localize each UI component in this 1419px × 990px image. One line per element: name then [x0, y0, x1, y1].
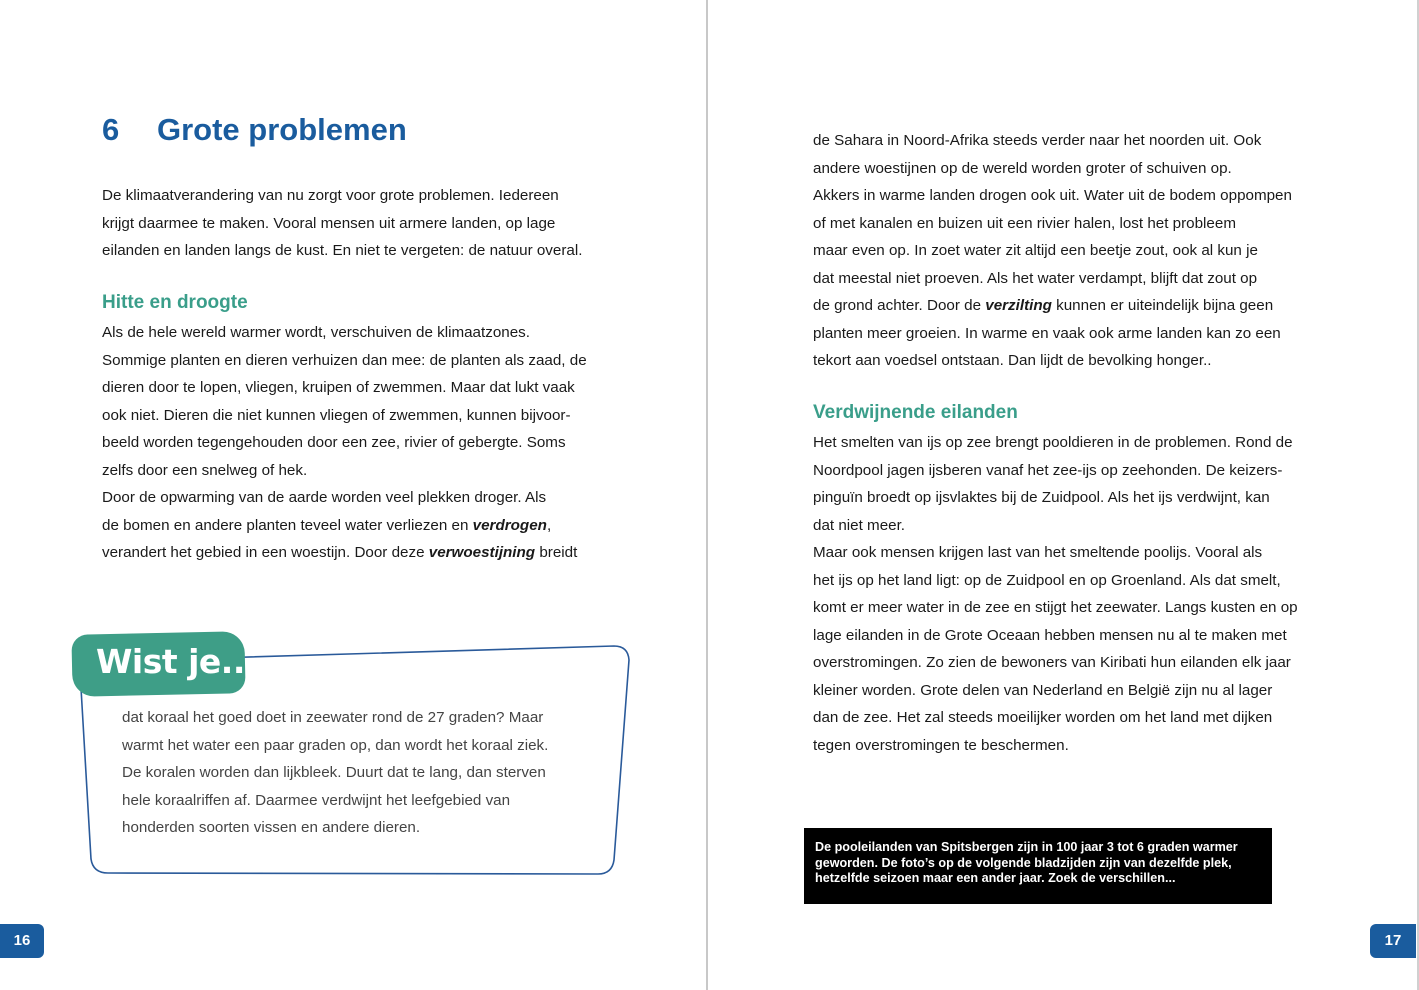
caption-line: De pooleilanden van Spitsbergen zijn in 100 jaar 3 tot 6 graden warmer — [815, 840, 1238, 854]
text-run: kunnen er uiteindelijk bijna geen — [1051, 297, 1274, 314]
text-line: het ijs op het land ligt: op de Zuidpool en op Groenland. Als dat smelt, — [813, 571, 1281, 589]
text-line: warmt het water een paar graden op, dan wordt het koraal ziek. — [122, 736, 549, 754]
page-number-left: 16 — [0, 924, 44, 958]
text-line: kleiner worden. Grote delen van Nederland en België zijn nu al lager — [813, 681, 1273, 699]
text-line: dat koraal het goed doet in zeewater rond de 27 graden? Maar — [122, 709, 544, 726]
text-line: dieren door te lopen, vliegen, kruipen of zwemmen. Maar dat lukt vaak — [102, 379, 575, 396]
text-line — [813, 292, 1292, 320]
term-verdrogen: verdrogen — [472, 516, 547, 534]
section-heading-eilanden: Verdwijnende eilanden — [813, 402, 1018, 423]
text-run: , — [546, 516, 552, 534]
text-line: De klimaatverandering van nu zorgt voor grote problemen. Iedereen — [102, 187, 559, 204]
section-eilanden-text — [813, 429, 1298, 759]
caption-line: hetzelfde seizoen maar een ander jaar. Zoek de verschillen... — [815, 871, 1176, 885]
text-line: lage eilanden in de Grote Oceaan hebben mensen nu al te maken met — [813, 626, 1287, 644]
text-line — [102, 539, 587, 567]
text-line — [102, 512, 587, 540]
text-line: planten meer groeien. In warme en vaak ook arme landen kan zo een — [813, 324, 1281, 342]
caption-line: geworden. De foto’s op de volgende bladzijden zijn van dezelfde plek, — [815, 855, 1232, 870]
text-run: de grond achter. Door de — [813, 297, 986, 314]
continuation-text — [813, 127, 1292, 375]
chapter-title — [102, 112, 407, 148]
text-line: dat meestal niet proeven. Als het water verdampt, blijft dat zout op — [813, 269, 1258, 287]
text-line: Noordpool jagen ijsberen vanaf het zee-ijs op zeehonden. De keizers- — [813, 461, 1283, 479]
text-line: de Sahara in Noord-Afrika steeds verder naar het noorden uit. Ook — [813, 132, 1262, 149]
photo-caption — [804, 828, 1272, 904]
chapter-title-text: Grote problemen — [157, 112, 407, 147]
text-run: verandert het gebied in een woestijn. Door deze — [102, 544, 429, 561]
term-verzilting: verzilting — [985, 297, 1052, 314]
intro-paragraph — [102, 182, 582, 265]
text-line: tekort aan voedsel ontstaan. Dan lijdt de bevolking honger.. — [813, 352, 1212, 369]
text-line: Door de opwarming van de aarde worden veel plekken droger. Als — [102, 489, 547, 506]
text-line: andere woestijnen op de wereld worden groter of schuiven op. — [813, 159, 1232, 177]
text-line: komt er meer water in de zee en stijgt het zeewater. Langs kusten en op — [813, 599, 1298, 616]
text-line: krijgt daarmee te maken. Vooral mensen uit armere landen, op lage — [102, 214, 556, 232]
text-line: Akkers in warme landen drogen ook uit. Water uit de bodem oppompen — [813, 187, 1292, 204]
text-line: of met kanalen en buizen uit een rivier halen, lost het probleem — [813, 214, 1236, 232]
text-line: Het smelten van ijs op zee brengt pooldieren in de problemen. Rond de — [813, 434, 1293, 451]
text-line: ook niet. Dieren die niet kunnen vliegen of zwemmen, kunnen bijvoor- — [102, 406, 571, 424]
section-hitte-text — [102, 319, 587, 567]
text-line: De koralen worden dan lijkbleek. Duurt dat te lang, dan sterven — [122, 764, 546, 781]
text-line: overstromingen. Zo zien de bewoners van Kiribati hun eilanden elk jaar — [813, 654, 1291, 671]
text-line: Maar ook mensen krijgen last van het smeltende poolijs. Vooral als — [813, 544, 1263, 561]
section-heading-hitte: Hitte en droogte — [102, 292, 248, 313]
text-run: de bomen en andere planten teveel water verliezen en — [102, 516, 473, 534]
chapter-number: 6 — [102, 112, 120, 147]
right-page — [708, 0, 1419, 990]
wist-je-box — [66, 628, 636, 880]
wist-je-label: Wist je... — [96, 642, 257, 681]
text-line: zelfs door een snelweg of hek. — [102, 461, 308, 479]
text-line: dat niet meer. — [813, 516, 906, 534]
text-line: beeld worden tegengehouden door een zee, rivier of gebergte. Soms — [102, 434, 566, 451]
text-line: hele koraalriffen af. Daarmee verdwijnt het leefgebied van — [122, 791, 511, 809]
text-line: Als de hele wereld warmer wordt, verschuiven de klimaatzones. — [102, 324, 530, 341]
left-page — [0, 0, 706, 990]
text-line: maar even op. In zoet water zit altijd een beetje zout, ook al kun je — [813, 242, 1258, 259]
text-line: eilanden en landen langs de kust. En niet te vergeten: de natuur overal. — [102, 242, 583, 259]
text-line: pinguïn broedt op ijsvlaktes bij de Zuidpool. Als het ijs verdwijnt, kan — [813, 489, 1270, 506]
text-line: tegen overstromingen te beschermen. — [813, 736, 1069, 754]
text-run: breidt — [535, 544, 578, 561]
wist-je-text — [122, 704, 548, 842]
text-line: dan de zee. Het zal steeds moeilijker worden om het land met dijken — [813, 709, 1273, 726]
text-line: honderden soorten vissen en andere dieren. — [122, 819, 421, 836]
term-verwoestijning: verwoestijning — [428, 544, 536, 561]
page-number-right: 17 — [1370, 924, 1416, 958]
text-line: Sommige planten en dieren verhuizen dan mee: de planten als zaad, de — [102, 351, 587, 369]
